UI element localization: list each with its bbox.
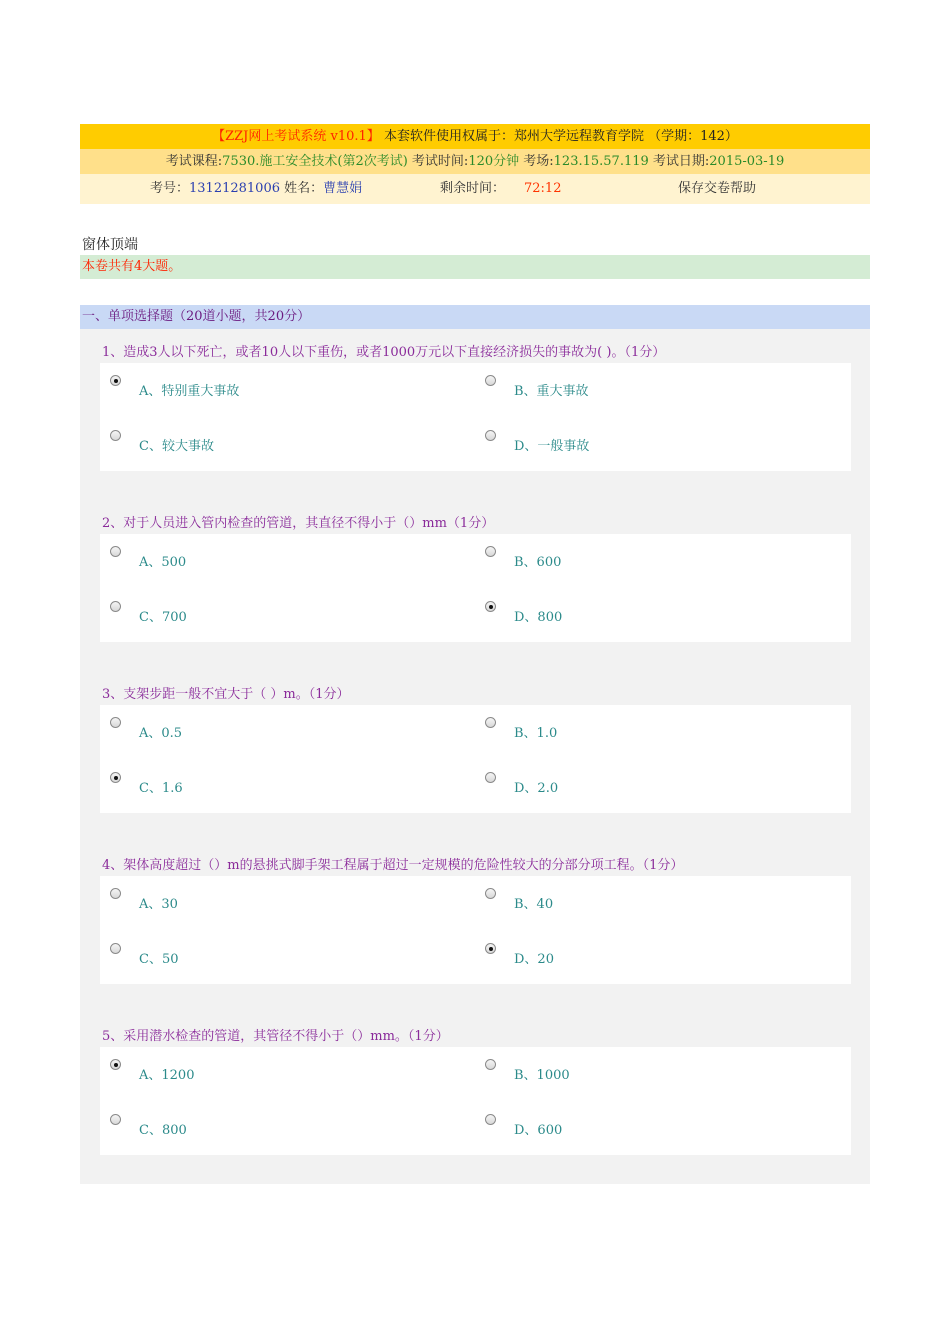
- exam-header: [80, 124, 870, 204]
- radio-icon[interactable]: [110, 888, 121, 899]
- time-label: 考试时间:: [407, 154, 469, 169]
- section-single-choice: [80, 305, 870, 1184]
- options-box: [100, 534, 851, 642]
- radio-icon[interactable]: [485, 888, 496, 899]
- date-value: 2015-03-19: [709, 154, 785, 169]
- id-label: 考号：: [150, 181, 190, 196]
- actions: [678, 174, 756, 204]
- question-title: 1、造成3人以下死亡，或者10人以下重伤，或者1000万元以下直接经济损失的事故为( )。（1分）: [102, 345, 666, 360]
- save-submit-button[interactable]: 保存交卷: [678, 181, 731, 196]
- option-label: C、800: [139, 1123, 187, 1138]
- radio-icon[interactable]: [485, 772, 496, 783]
- option-label: A、30: [139, 897, 178, 912]
- radio-icon[interactable]: [110, 546, 121, 557]
- radio-icon[interactable]: [485, 1059, 496, 1070]
- option-label: B、重大事故: [514, 384, 589, 399]
- option-label: D、一般事故: [514, 439, 590, 454]
- option-label: A、500: [139, 555, 187, 570]
- radio-selected-icon[interactable]: [110, 375, 121, 386]
- options-box: [100, 363, 851, 471]
- radio-selected-icon[interactable]: [485, 943, 496, 954]
- radio-selected-icon[interactable]: [110, 1059, 121, 1070]
- question-title: 5、采用潜水检查的管道，其管径不得小于（）mm。（1分）: [102, 1029, 449, 1044]
- license-owner: 本套软件使用权属于：郑州大学远程教育学院 （学期：142）: [379, 129, 738, 144]
- remaining-time-value: 72:12: [524, 181, 562, 196]
- radio-icon[interactable]: [110, 601, 121, 612]
- help-link[interactable]: 帮助: [730, 181, 757, 196]
- radio-selected-icon[interactable]: [485, 601, 496, 612]
- room-value: 123.15.57.119: [553, 154, 649, 169]
- option-label: A、1200: [139, 1068, 195, 1083]
- options-box: [100, 705, 851, 813]
- radio-selected-icon[interactable]: [110, 772, 121, 783]
- question-title: 3、支架步距一般不宜大于（ ）m。（1分）: [102, 687, 350, 702]
- option-label: C、50: [139, 952, 179, 967]
- radio-icon[interactable]: [485, 375, 496, 386]
- time-value: 120分钟: [468, 154, 520, 169]
- option-label: A、0.5: [139, 726, 183, 741]
- system-brand: 【ZZJ网上考试系统 v10.1】: [212, 129, 380, 144]
- room-label: 考场:: [519, 154, 554, 169]
- notice-text: 本卷共有4大题。: [82, 259, 182, 274]
- option-label: D、800: [514, 610, 563, 625]
- option-label: D、600: [514, 1123, 563, 1138]
- remaining-time-label: 剩余时间：: [440, 181, 506, 196]
- radio-icon[interactable]: [110, 717, 121, 728]
- radio-icon[interactable]: [485, 717, 496, 728]
- radio-icon[interactable]: [485, 1114, 496, 1125]
- radio-icon[interactable]: [110, 943, 121, 954]
- name-label: 姓名：: [280, 181, 324, 196]
- option-label: B、40: [514, 897, 554, 912]
- radio-icon[interactable]: [110, 1114, 121, 1125]
- form-top-label: 窗体顶端: [82, 237, 138, 253]
- option-label: B、1000: [514, 1068, 570, 1083]
- option-label: C、较大事故: [139, 439, 214, 454]
- system-banner: [80, 124, 870, 149]
- question-title: 2、对于人员进入管内检查的管道，其直径不得小于（）mm（1分）: [102, 516, 495, 531]
- option-label: C、700: [139, 610, 187, 625]
- options-box: [100, 876, 851, 984]
- student-info-bar: [80, 174, 870, 204]
- section-title: 一、单项选择题（20道小题，共20分）: [80, 305, 870, 329]
- option-label: D、20: [514, 952, 554, 967]
- exam-info-bar: [80, 149, 870, 174]
- option-label: B、1.0: [514, 726, 558, 741]
- date-label: 考试日期:: [648, 154, 710, 169]
- paper-notice: [80, 255, 870, 279]
- course-label: 考试课程:: [165, 154, 223, 169]
- options-box: [100, 1047, 851, 1155]
- radio-icon[interactable]: [110, 430, 121, 441]
- option-label: A、特别重大事故: [139, 384, 240, 399]
- question-title: 4、架体高度超过（）m的悬挑式脚手架工程属于超过一定规模的危险性较大的分部分项工程。（1分）: [102, 858, 684, 873]
- radio-icon[interactable]: [485, 546, 496, 557]
- option-label: B、600: [514, 555, 562, 570]
- id-value: 13121281006: [189, 181, 280, 196]
- course-value: 7530.施工安全技术(第2次考试): [222, 154, 408, 169]
- name-value: 曹慧娟: [323, 181, 363, 196]
- radio-icon[interactable]: [485, 430, 496, 441]
- student-id: [150, 174, 362, 204]
- option-label: D、2.0: [514, 781, 559, 796]
- option-label: C、1.6: [139, 781, 183, 796]
